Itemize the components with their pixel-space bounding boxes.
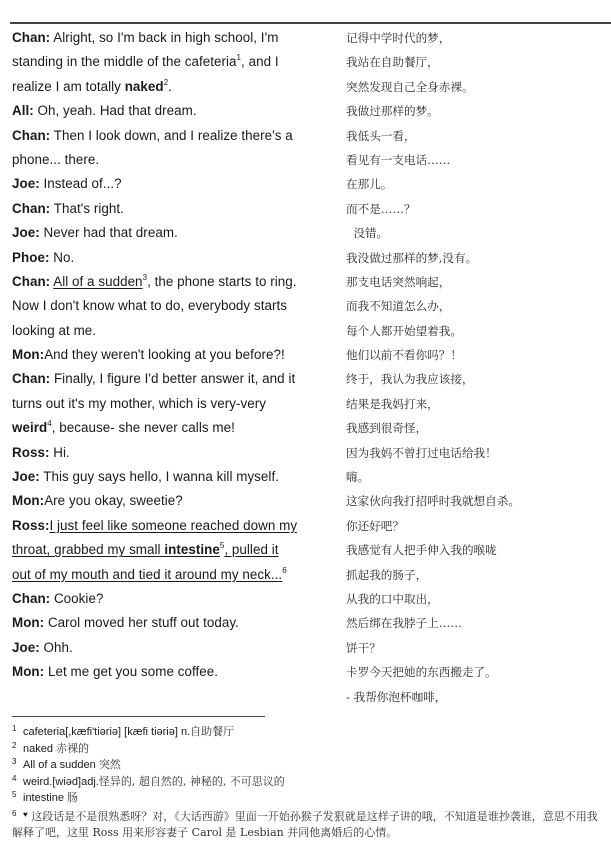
dialogue-line (12, 270, 342, 294)
footnote-translation: 怪异的, 超自然的, 神秘的, 不可思议的 (98, 774, 285, 788)
footnote-2: 2 naked 赤裸的 (12, 740, 90, 755)
footnote-4: 4 weird.[wiəd]adj.怪异的, 超自然的, 神秘的, 不可思议的 (12, 773, 285, 788)
footnote-6: 6 ♥ 这段话是不是很熟悉呀？对，《大话西游》里面一开始孙猴子发狠就是这样子讲的哦，不知道是谁抄袭谁，意思不用我解释了吧，这里 Ross 用来形容妻子 Carol 是 Lesbian 并同他离婚后的心情。 (12, 808, 598, 839)
line-text: phone... there. (12, 151, 100, 167)
translation-line: 因为我妈不曾打过电话给我！ (346, 445, 497, 460)
translation-line: 我没做过那样的梦,没有。 (346, 250, 478, 265)
speaker: Mon: (12, 347, 45, 363)
translation-line: 我低头一看， (346, 128, 416, 143)
footnote-ref[interactable]: 2 (163, 77, 169, 87)
top-rule (10, 22, 611, 24)
speaker: Joe: (12, 225, 40, 241)
dialogue-line (12, 75, 342, 99)
vocab-phrase: All of a sudden (53, 273, 143, 289)
footnote-note: 这段话是不是很熟悉呀？对，《大话西游》里面一开始孙猴子发狠就是这样子讲的哦，不知道是谁抄袭谁，意思不用我解释了吧，这里 Ross 用来形容妻子 Carol 是 Lesbian 并同他离婚后的心情。 (12, 809, 598, 839)
speaker: Chan: (12, 371, 51, 387)
line-text: Carol moved her stuff out today. (44, 615, 239, 631)
translation-line: 看见有一支电话…… (346, 152, 451, 167)
underlined-text: throat, grabbed my small (12, 542, 165, 558)
speaker: Joe: (12, 176, 40, 192)
footnote-translation: 赤裸的 (56, 741, 90, 755)
dialogue-line (12, 660, 342, 684)
underlined-text: I just feel like someone reached down my (49, 517, 298, 533)
speaker: Chan: (12, 273, 51, 289)
translation-line: 终于，我认为我应该接， (346, 372, 474, 387)
dialogue-line (12, 26, 342, 50)
translation-line: 这家伙向我打招呼时我就想自杀。 (346, 494, 520, 509)
line-text: turns out it's my mother, which is very-very (12, 395, 267, 411)
footnote-translation: 自助餐厅 (190, 725, 235, 738)
line-text: realize I am totally (12, 78, 125, 94)
translation-line: 没错。 (346, 226, 389, 241)
translation-line: 从我的口中取出， (346, 591, 439, 606)
line-text: , because- she never calls me! (51, 420, 235, 436)
translation-line: 结果是我妈打来， (346, 396, 439, 411)
dialogue-line (12, 416, 342, 440)
line-text: Instead of...? (39, 176, 122, 192)
footnote-translation: 肠 (67, 791, 79, 804)
dialogue-line (12, 221, 342, 245)
heart-icon: ♥ (23, 809, 28, 819)
footnote-ref[interactable]: 1 (236, 53, 242, 63)
line-text: Now I don't know what to do, everybody starts (12, 298, 287, 314)
footnote-term: All of a sudden (23, 759, 99, 771)
translation-line: 抓起我的肠子， (346, 567, 428, 582)
line-text: , and I (241, 54, 279, 70)
translation-line: - 我帮你泡杯咖啡， (346, 689, 447, 704)
speaker: Phoe: (12, 249, 50, 265)
line-text: . (168, 78, 172, 94)
speaker: Chan: (12, 30, 51, 45)
footnote-ref[interactable]: 4 (47, 419, 52, 429)
dialogue-line (12, 636, 342, 660)
footnote-translation: 突然 (98, 758, 121, 771)
line-text: Hi. (49, 444, 70, 460)
line-text: No. (49, 249, 75, 265)
line-text: Then I look down, and I realize there's a (50, 127, 293, 143)
dialogue-line (12, 50, 342, 74)
footnote-term: cafeteria[,kæfi'tiəriə] [kæfi tiəriə] n. (23, 726, 191, 738)
translation-line: 卡罗今天把她的东西搬走了。 (346, 665, 497, 680)
translation-line: 我感觉有人把手伸入我的喉咙 (346, 543, 497, 558)
dialogue-line (12, 124, 342, 148)
footnote-ref[interactable]: 5 (219, 541, 225, 551)
speaker: Chan: (12, 127, 51, 143)
line-text: Alright, so I'm back in high school, I'm (50, 30, 279, 45)
footnote-term: naked (23, 742, 57, 755)
line-text: Ohh. (39, 639, 73, 655)
line-text: , the phone starts to ring. (147, 273, 297, 289)
speaker: Joe: (12, 639, 40, 655)
speaker: Joe: (12, 469, 40, 485)
dialogue-line (12, 148, 342, 172)
line-text: Cookie? (50, 590, 104, 606)
dialogue-line (12, 319, 342, 343)
line-text: Are you okay, sweetie? (44, 493, 183, 509)
line-text: Let me get you some coffee. (44, 664, 219, 680)
dialogue-line (12, 538, 342, 562)
dialogue-line (12, 441, 342, 465)
speaker: Chan: (12, 200, 51, 216)
speaker: Mon: (12, 615, 45, 631)
speaker: All: (12, 103, 34, 119)
dialogue-line (12, 611, 342, 635)
line-text: looking at me. (12, 322, 97, 338)
translation-line: 而不是……？ (346, 201, 416, 216)
translation-line: 我感到很奇怪， (346, 421, 428, 436)
translation-line: 每个人都开始望着我。 (346, 323, 462, 338)
dialogue-line (12, 343, 342, 367)
translation-line: 在那儿。 (346, 177, 393, 192)
vocab-word: naked (124, 78, 164, 94)
translation-line: 记得中学时代的梦， (346, 31, 451, 45)
dialogue-line (12, 489, 342, 513)
dialogue-line (12, 392, 342, 416)
dialogue-line (12, 197, 342, 221)
line-text: Finally, I figure I'd better answer it, and it (50, 371, 296, 387)
line-text: Oh, yeah. Had that dream. (33, 103, 197, 119)
translation-line: 我做过那样的梦。 (346, 104, 439, 119)
translation-column (346, 26, 611, 709)
dialogue-line (12, 514, 342, 538)
vocab-word: weird (12, 420, 48, 436)
speaker: Ross: (12, 517, 50, 533)
dialogue-line (12, 465, 342, 489)
dialogue-line (12, 367, 342, 391)
translation-line: 他们以前不看你吗？！ (346, 348, 462, 363)
line-text: And they weren't looking at you before?! (44, 347, 285, 363)
dialogue-line (12, 246, 342, 270)
dialogue-line (12, 294, 342, 318)
translation-line: 饼干？ (346, 640, 381, 655)
translation-line: 突然发现自己全身赤裸。 (346, 79, 474, 94)
dialogue-line (12, 99, 342, 123)
footnotes (12, 724, 602, 841)
dialogue-line (12, 563, 342, 587)
translation-line: 我站在自助餐厅， (346, 55, 439, 70)
line-text: This guy says hello, I wanna kill myself. (39, 469, 279, 485)
dialogue-line (12, 172, 342, 196)
speaker: Mon: (12, 493, 45, 509)
footnote-term: intestine (23, 792, 68, 804)
dialogue-line (12, 587, 342, 611)
vocab-word: intestine (164, 542, 220, 558)
footnote-separator (12, 716, 265, 717)
dialogue-column (12, 26, 342, 685)
line-text: standing in the middle of the cafeteria (12, 54, 237, 70)
translation-line: 而我不知道怎么办， (346, 299, 451, 314)
speaker: Mon: (12, 664, 45, 680)
line-text: Never had that dream. (39, 225, 178, 241)
underlined-text: , pulled it (224, 542, 279, 558)
footnote-term: weird.[wiəd]adj. (23, 775, 99, 788)
line-text: That's right. (50, 200, 124, 216)
footnote-ref[interactable]: 3 (142, 272, 148, 282)
underlined-text: out of my mouth and tied it around my neck... (12, 566, 283, 582)
speaker: Chan: (12, 590, 51, 606)
translation-line: 那支电话突然响起， (346, 274, 451, 289)
footnote-ref[interactable]: 6 (282, 565, 287, 575)
footnote-3: 3 All of a sudden 突然 (12, 757, 121, 771)
translation-line: 然后绑在我脖子上…… (346, 616, 462, 631)
footnote-5: 5 intestine 肠 (12, 790, 79, 804)
translation-line: 你还好吧？ (346, 518, 404, 533)
speaker: Ross: (12, 444, 50, 460)
translation-line: 嗨。 (346, 470, 370, 485)
footnote-1: 1 cafeteria[,kæfi'tiəriə] [kæfi tiəriə] n.自助餐厅 (12, 724, 235, 738)
